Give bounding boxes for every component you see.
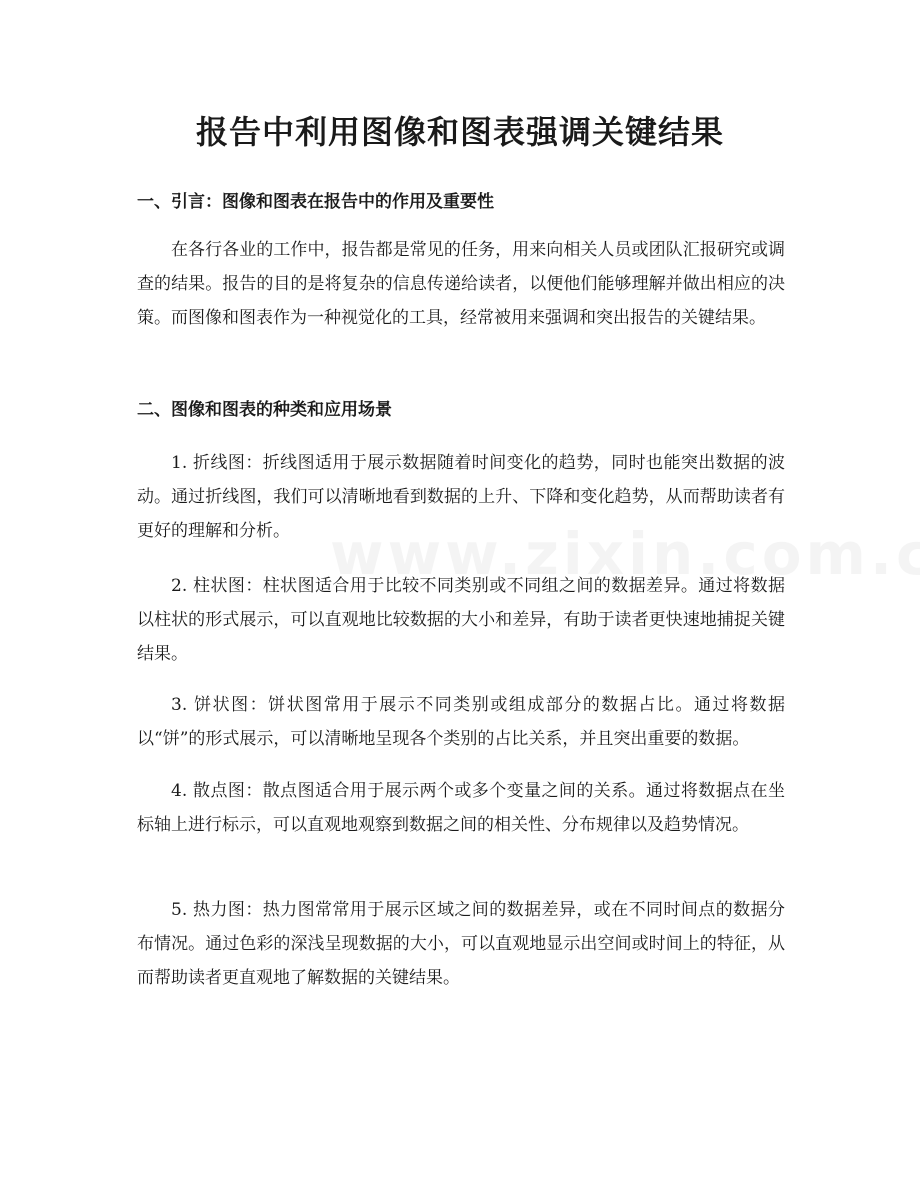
paragraph-pie-chart: 3. 饼状图：饼状图常用于展示不同类别或组成部分的数据占比。通过将数据以“饼”的形式展示，可以清晰地呈现各个类别的占比关系，并且突出重要的数据。 bbox=[137, 695, 785, 749]
paragraph-bar-chart: 2. 柱状图：柱状图适合用于比较不同类别或不同组之间的数据差异。通过将数据以柱状的形式展示，可以直观地比较数据的大小和差异，有助于读者更快速地捕捉关键结果。 bbox=[137, 576, 785, 664]
paragraph-scatter-plot: 4. 散点图：散点图适合用于展示两个或多个变量之间的关系。通过将数据点在坐标轴上进行标示，可以直观地观察到数据之间的相关性、分布规律以及趋势情况。 bbox=[137, 781, 785, 835]
paragraph-introduction: 在各行各业的工作中，报告都是常见的任务，用来向相关人员或团队汇报研究或调查的结果。报告的目的是将复杂的信息传递给读者，以便他们能够理解并做出相应的决策。而图像和图表作为一种视觉化的工具，经常被用来强调和突出报告的关键结果。 bbox=[137, 240, 785, 328]
paragraph-line-chart: 1. 折线图：折线图适用于展示数据随着时间变化的趋势，同时也能突出数据的波动。通过折线图，我们可以清晰地看到数据的上升、下降和变化趋势，从而帮助读者有更好的理解和分析。 bbox=[137, 453, 785, 541]
document-title: 报告中利用图像和图表强调关键结果 bbox=[195, 113, 724, 151]
section-heading-introduction: 一、引言：图像和图表在报告中的作用及重要性 bbox=[137, 192, 494, 212]
paragraph-heatmap: 5. 热力图：热力图常常用于展示区域之间的数据差异，或在不同时间点的数据分布情况。通过色彩的深浅呈现数据的大小，可以直观地显示出空间或时间上的特征，从而帮助读者更直观地了解数据的关键结果。 bbox=[137, 900, 785, 988]
section-heading-chart-types: 二、图像和图表的种类和应用场景 bbox=[137, 400, 392, 420]
